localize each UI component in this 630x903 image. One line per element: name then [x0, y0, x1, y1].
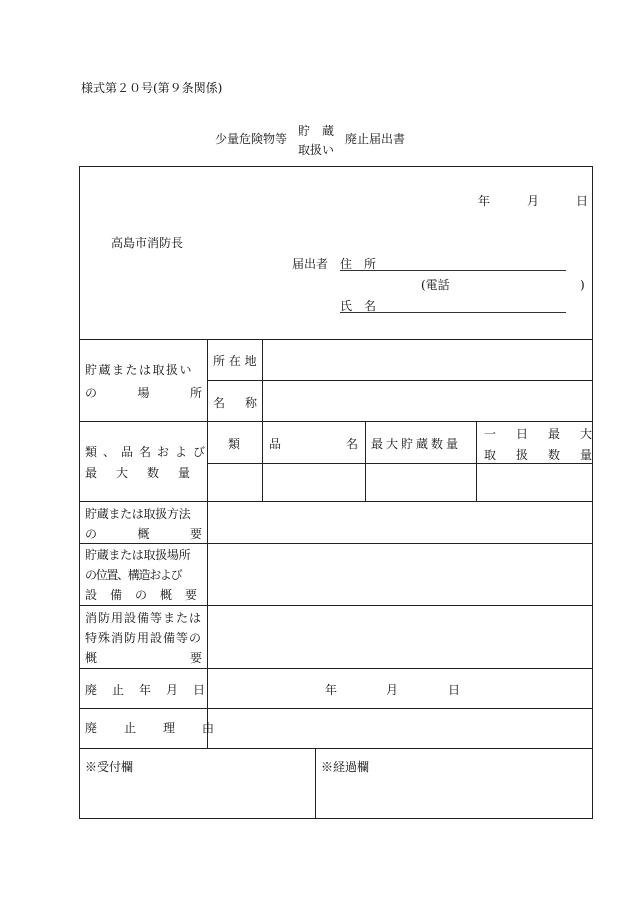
reception-box-label: ※受付欄: [85, 760, 134, 774]
fire-equipment-field[interactable]: [213, 610, 588, 663]
location-name-label: [213, 397, 257, 409]
facility-label-line1: 貯蔵または取扱場所: [85, 548, 191, 562]
title-prefix: 少量危険物等: [215, 132, 288, 146]
items-col-item: [269, 438, 358, 450]
location-label-sho: 所: [189, 386, 202, 400]
applicant-address-underline: [340, 270, 566, 271]
rule-location-bottom: [79, 421, 593, 422]
method-label-yo: 要: [189, 527, 202, 541]
location-label-line1: 貯蔵または取扱い: [85, 363, 194, 377]
header-date-day: 日: [576, 194, 589, 208]
fire-equipment-label-line2: 特殊消防用設備等の: [85, 631, 203, 645]
addressee: 高島市消防長: [111, 236, 184, 250]
fire-equipment-label-yo: 要: [189, 651, 202, 665]
title-option-storage: 貯 蔵: [298, 124, 335, 138]
facility-field[interactable]: [213, 548, 588, 600]
items-item-field[interactable]: [265, 467, 362, 497]
rule-method-bottom: [79, 543, 593, 544]
phone-close: ): [580, 278, 585, 292]
location-name-label-b: 称: [244, 396, 257, 410]
abolition-date-month: 月: [386, 683, 399, 697]
facility-label-line3: 設備の概要: [85, 588, 211, 602]
rule-items-mid: [207, 463, 593, 464]
method-label-line1: 貯蔵または取扱方法: [85, 507, 191, 521]
location-address-label: 所 在 地: [213, 354, 257, 368]
items-col-item-a: 品: [269, 437, 282, 451]
items-daily-field[interactable]: [479, 467, 590, 497]
facility-label-line2: の位置、構造および: [85, 568, 182, 582]
fire-equipment-label-line1: 消防用設備等または: [85, 611, 203, 625]
abolition-reason-label: 廃止理由: [85, 721, 242, 735]
rule-equipment-bottom: [79, 668, 593, 669]
method-label-no: の: [85, 527, 98, 541]
location-label-ba: 場: [137, 386, 150, 400]
form-number: 様式第２０号(第９条関係): [81, 81, 223, 95]
rule-items-col-max: [365, 421, 366, 501]
applicant-address-field[interactable]: [384, 258, 564, 270]
items-col-item-b: 名: [345, 437, 358, 451]
rule-header-bottom: [79, 339, 593, 340]
rule-date-bottom: [79, 708, 593, 709]
items-label-line1: 類、品名および: [85, 445, 212, 459]
progress-box-label: ※経過欄: [321, 760, 370, 774]
header-date-month: 月: [527, 194, 540, 208]
abolition-reason-field[interactable]: [213, 712, 588, 744]
abolition-date-year: 年: [325, 683, 338, 697]
items-col-daily-line2: 取扱数量: [484, 448, 613, 462]
abolition-date-day: 日: [448, 683, 461, 697]
location-name-field[interactable]: [268, 386, 588, 416]
rule-location-mid: [207, 380, 593, 381]
applicant-name-label: 氏 名: [340, 299, 377, 313]
applicant-label: 届出者: [292, 257, 329, 271]
location-label-line2: [85, 387, 202, 399]
rule-reason-bottom: [79, 748, 593, 749]
method-field[interactable]: [213, 506, 588, 538]
location-name-label-a: 名: [213, 396, 226, 410]
applicant-name-underline: [340, 312, 566, 313]
fire-equipment-label-line3: [85, 652, 202, 664]
rule-items-col-daily: [476, 421, 477, 501]
phone-label: (電話: [421, 278, 450, 292]
method-label-gai: 概: [137, 527, 150, 541]
header-date-year: 年: [478, 194, 491, 208]
location-label-no: の: [85, 386, 98, 400]
items-col-max: 最大貯蔵数量: [371, 437, 462, 451]
title-option-handling: 取扱い: [298, 143, 335, 157]
abolition-date-label: 廃止年月日: [85, 683, 221, 697]
rule-items-bottom: [79, 501, 593, 502]
fire-equipment-label-gai: 概: [85, 651, 98, 665]
items-col-class: 類: [228, 437, 241, 451]
location-address-field[interactable]: [268, 345, 588, 375]
items-label-line2: 最大数量: [85, 466, 210, 480]
items-col-daily-line1: 一日最大: [484, 427, 613, 441]
items-class-field[interactable]: [210, 467, 259, 497]
title-suffix: 廃止届出書: [345, 132, 406, 146]
rule-footer-split: [315, 748, 316, 819]
rule-facility-bottom: [79, 605, 593, 606]
items-max-field[interactable]: [368, 467, 473, 497]
applicant-name-field[interactable]: [384, 300, 564, 312]
phone-field[interactable]: [462, 279, 572, 291]
method-label-line2: [85, 528, 202, 540]
applicant-address-label: 住 所: [340, 257, 377, 271]
rule-subhead-column: [262, 339, 263, 501]
